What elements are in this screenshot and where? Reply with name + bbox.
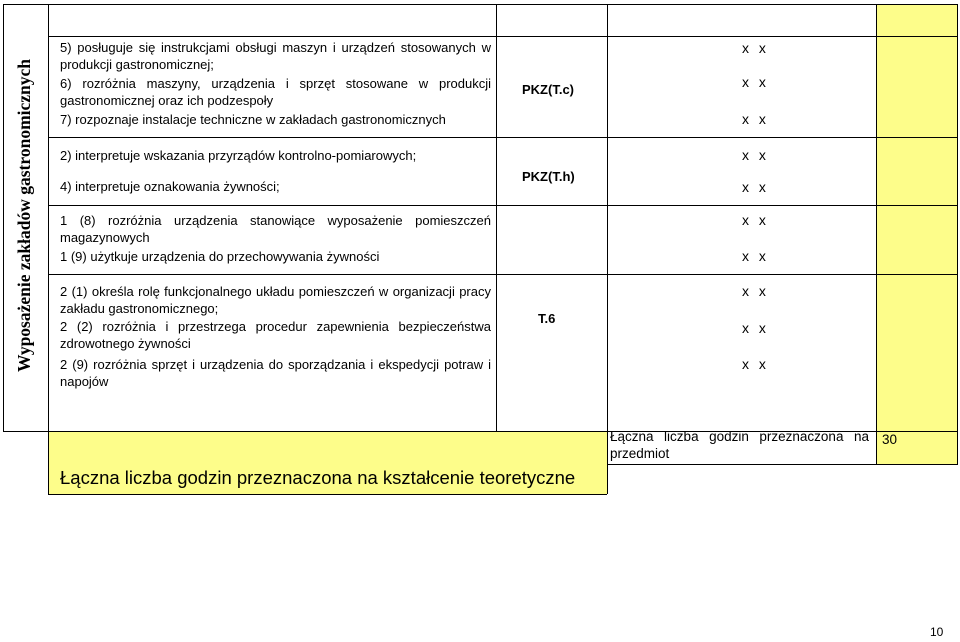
coverage-marks: x x bbox=[742, 283, 766, 299]
page-number: 10 bbox=[930, 625, 944, 639]
coverage-marks: x x bbox=[742, 356, 766, 372]
code-column-divider bbox=[607, 4, 608, 494]
learning-outcome-text: 2) interpretuje wskazania przyrządów kontrolno-pomiarowych; bbox=[60, 148, 417, 163]
text-column-divider bbox=[496, 4, 497, 431]
learning-outcome-text: 5) posługuje się instrukcjami obsługi maszyn i urządzeń stosowanych w produkcji gastronomicznej; bbox=[60, 40, 491, 72]
learning-outcome-text: 4) interpretuje oznakowania żywności; bbox=[60, 179, 280, 194]
learning-outcome-text: 1 (8) rozróżnia urządzenia stanowiące wyposażenie pomieszczeń magazynowych bbox=[60, 213, 491, 245]
right-column-highlight bbox=[876, 36, 957, 431]
table-border-top bbox=[3, 4, 958, 5]
coverage-marks: x x bbox=[742, 147, 766, 163]
group-divider-3 bbox=[48, 274, 958, 275]
learning-outcome-text: 2 (9) rozróżnia sprzęt i urządzenia do sporządzania i ekspedycji potraw i napojów bbox=[60, 357, 491, 389]
subject-total-label: Łączna liczba godzin przeznaczona na przedmiot bbox=[610, 429, 869, 461]
group-divider-2 bbox=[48, 205, 958, 206]
learning-outcome-text: 6) rozróżnia maszyny, urządzenia i sprzęt stosowane w produkcji gastronomicznej oraz ich podzespoły bbox=[60, 76, 491, 108]
requirement-code: PKZ(T.h) bbox=[522, 169, 575, 184]
requirement-code: PKZ(T.c) bbox=[522, 82, 574, 97]
coverage-marks: x x bbox=[742, 179, 766, 195]
label-column-divider bbox=[48, 4, 49, 494]
learning-outcome-text: 7) rozpoznaje instalacje techniczne w zakładach gastronomicznych bbox=[60, 112, 446, 127]
header-cell-highlight bbox=[876, 4, 957, 36]
coverage-marks: x x bbox=[742, 111, 766, 127]
mark-column-divider bbox=[876, 4, 877, 464]
subject-total-value: 30 bbox=[882, 432, 898, 447]
requirement-code: T.6 bbox=[538, 311, 556, 326]
learning-outcome-text: 1 (9) użytkuje urządzenia do przechowywania żywności bbox=[60, 249, 380, 264]
header-row-divider bbox=[48, 36, 958, 37]
coverage-marks: x x bbox=[742, 320, 766, 336]
section-label-cell bbox=[3, 5, 47, 425]
coverage-marks: x x bbox=[742, 212, 766, 228]
coverage-marks: x x bbox=[742, 74, 766, 90]
table-border-right bbox=[957, 4, 958, 464]
theory-total-label: Łączna liczba godzin przeznaczona na kształcenie teoretyczne bbox=[60, 467, 576, 488]
theory-total-bottom-line bbox=[48, 494, 607, 495]
learning-outcome-text: 2 (2) rozróżnia i przestrzega procedur zapewnienia bezpieczeństwa zdrowotnego żywności bbox=[60, 319, 491, 351]
coverage-marks: x x bbox=[742, 40, 766, 56]
subject-total-bottom-line bbox=[607, 464, 958, 465]
section-label: Wyposażenie zakładów gastronomicznych bbox=[14, 58, 35, 372]
coverage-marks: x x bbox=[742, 248, 766, 264]
group-divider-1 bbox=[48, 137, 958, 138]
learning-outcome-text: 2 (1) określa rolę funkcjonalnego układu pomieszczeń w organizacji pracy zakładu gastronomicznego; bbox=[60, 284, 491, 316]
